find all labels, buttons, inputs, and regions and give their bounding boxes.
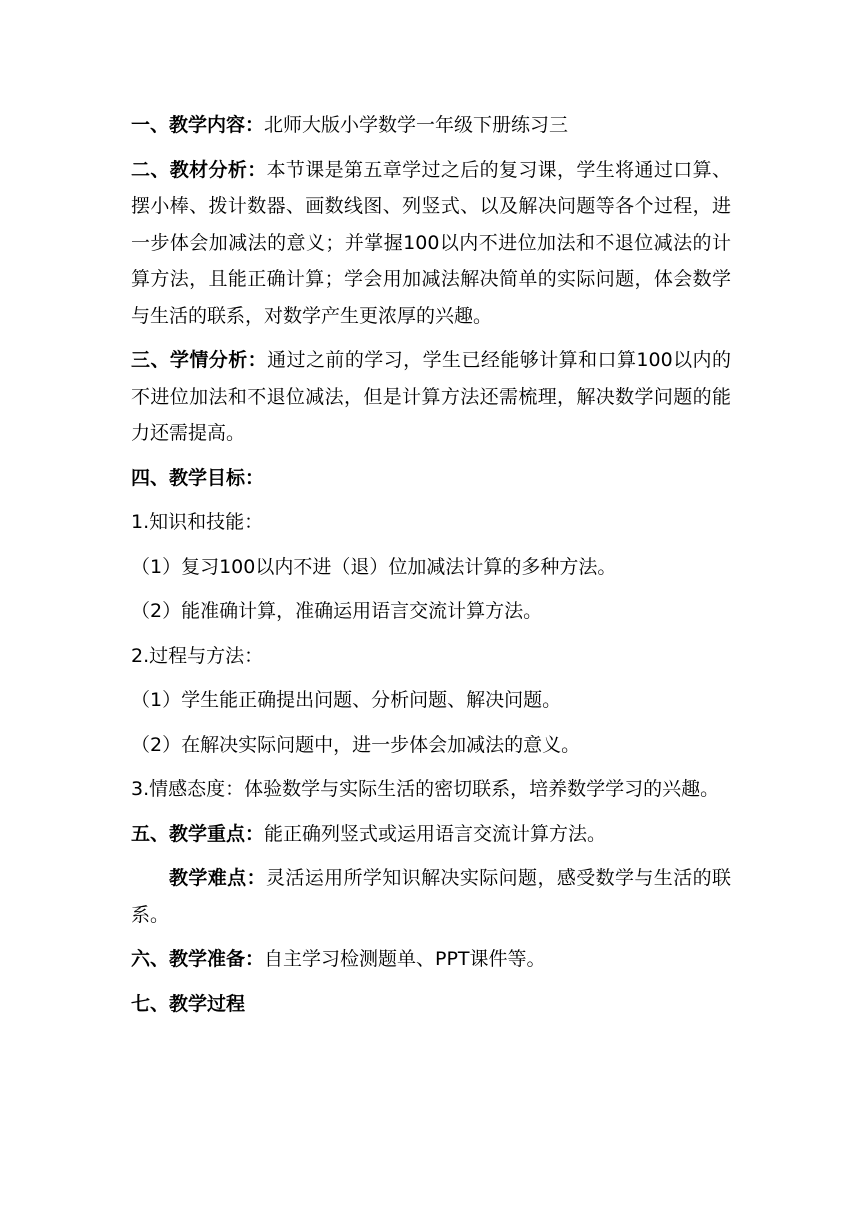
section-text: 自主学习检测题单、PPT课件等。 bbox=[264, 948, 546, 970]
section-text: 本节课是第五章学过之后的复习课，学生将通过口算、摆小棒、拨计数器、画数线图、列竖式、以及解决问题等各个过程，进一步体会加减法的意义；并掌握100以内不进位加法和不退位减法的计算方法，且能正确计算；学会用加减法解决简单的实际问题，体会数学与生活的联系，对数学产生更浓厚的兴趣。 bbox=[131, 158, 731, 327]
section-heading: 一、教学内容： bbox=[131, 114, 265, 136]
section-teaching-goals bbox=[131, 460, 731, 497]
section-text: 2.过程与方法： bbox=[131, 644, 264, 667]
section-heading: 五、教学重点： bbox=[131, 822, 265, 845]
section-teaching-process bbox=[131, 986, 731, 1023]
section-text: 灵活运用所学知识解决实际问题，感受数学与生活的联系。 bbox=[131, 867, 731, 926]
section-text: 3.情感态度：体验数学与实际生活的密切联系，培养数学学习的兴趣。 bbox=[131, 778, 720, 800]
section-text: （2）在解决实际问题中，进一步体会加减法的意义。 bbox=[131, 733, 581, 756]
section-student-analysis bbox=[131, 342, 731, 452]
section-text: 北师大版小学数学一年级下册练习三 bbox=[264, 114, 569, 136]
section-text: （2）能准确计算，准确运用语言交流计算方法。 bbox=[131, 600, 543, 622]
section-text: 能正确列竖式或运用语言交流计算方法。 bbox=[264, 822, 607, 845]
goal-item bbox=[131, 593, 731, 630]
document-body bbox=[131, 107, 731, 1022]
goal-knowledge-skills bbox=[131, 504, 731, 541]
section-text: 1.知识和技能： bbox=[131, 511, 264, 533]
section-teaching-content bbox=[131, 107, 731, 144]
goal-item bbox=[131, 682, 731, 719]
section-text: （1）复习100以内不进（退）位加减法计算的多种方法。 bbox=[131, 555, 617, 578]
section-heading: 七、教学过程 bbox=[131, 992, 246, 1015]
section-difficult-points bbox=[131, 860, 731, 933]
goal-process-methods bbox=[131, 638, 731, 675]
section-heading: 二、教材分析： bbox=[131, 158, 267, 181]
section-text: 通过之前的学习，学生已经能够计算和口算100以内的不进位加法和不退位减法，但是计算方法还需梳理，解决数学问题的能力还需提高。 bbox=[131, 349, 731, 444]
section-heading: 六、教学准备： bbox=[131, 948, 265, 970]
section-preparation bbox=[131, 941, 731, 978]
section-key-points bbox=[131, 816, 731, 853]
section-heading: 三、学情分析： bbox=[131, 349, 268, 371]
section-text: （1）学生能正确提出问题、分析问题、解决问题。 bbox=[131, 689, 562, 711]
goal-item bbox=[131, 727, 731, 764]
section-textbook-analysis bbox=[131, 152, 731, 335]
section-heading: 四、教学目标： bbox=[131, 466, 265, 489]
section-heading: 教学难点： bbox=[169, 867, 266, 889]
goal-item bbox=[131, 549, 731, 586]
goal-emotion-attitude bbox=[131, 771, 731, 808]
